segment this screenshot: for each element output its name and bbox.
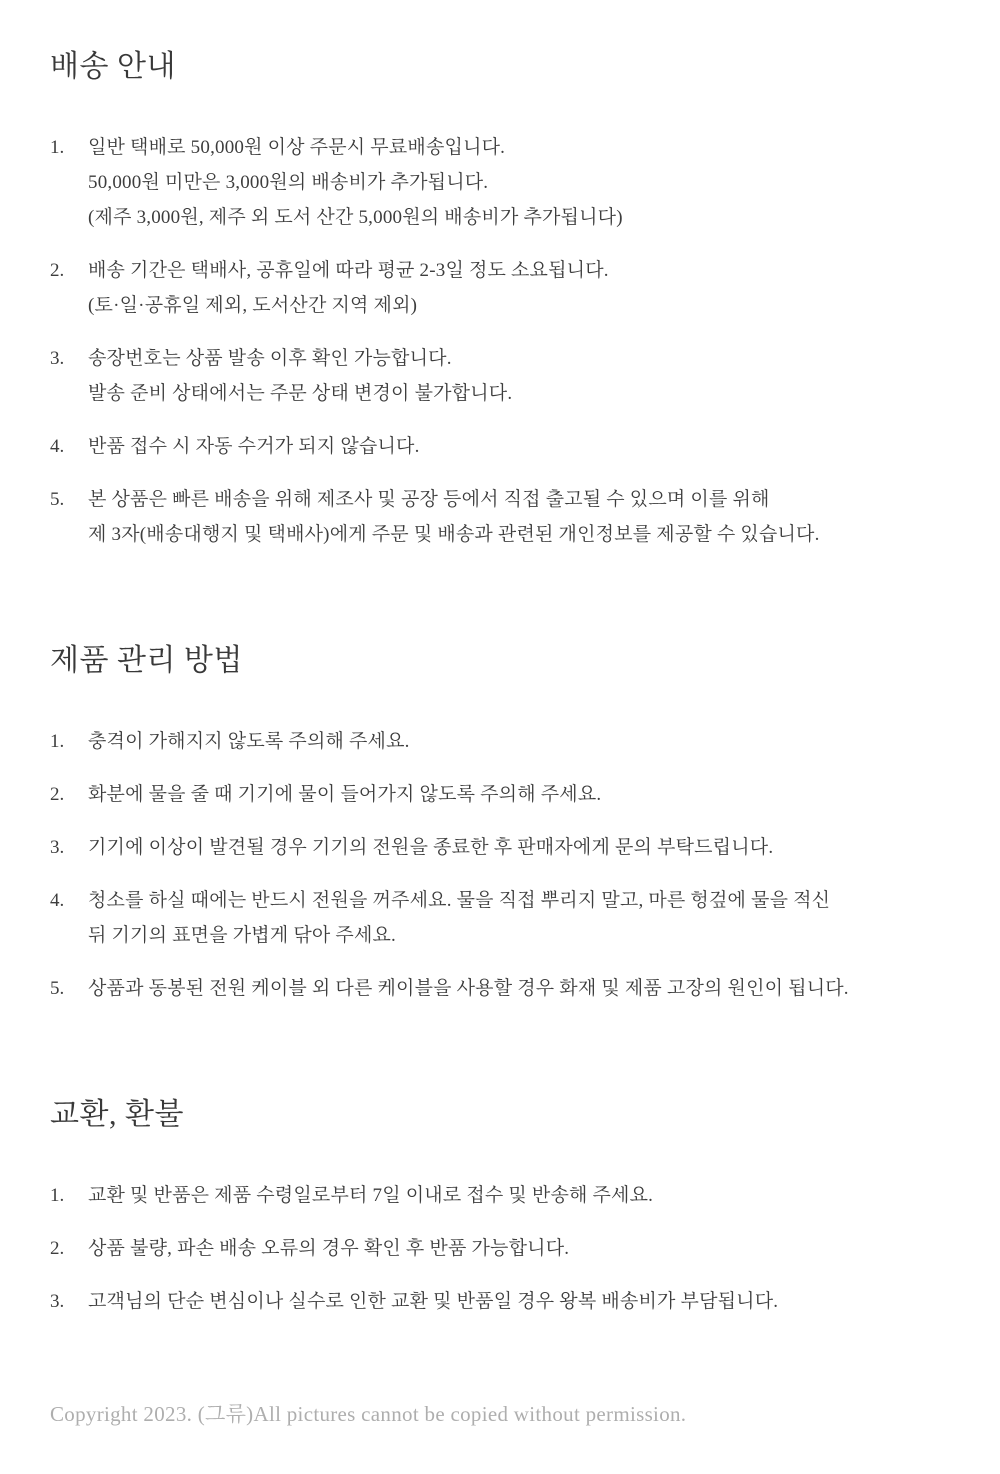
list-item: [50, 883, 962, 953]
item-number: 2.: [50, 260, 65, 281]
item-lines: [88, 341, 962, 411]
item-line: 기기에 이상이 발견될 경우 기기의 전원을 종료한 후 판매자에게 문의 부탁드립니다.: [88, 837, 774, 858]
list-item: [50, 830, 962, 865]
item-lines: [88, 253, 962, 323]
item-number: 3.: [50, 837, 65, 858]
item-number: 5.: [50, 978, 65, 999]
section-title-shipping-guide: 배송 안내: [50, 50, 176, 83]
list-item: [50, 777, 962, 812]
item-line: 발송 준비 상태에서는 주문 상태 변경이 불가합니다.: [88, 383, 513, 404]
list-item: [50, 341, 962, 411]
list-item: [50, 724, 962, 759]
item-line: (제주 3,000원, 제주 외 도서 산간 5,000원의 배송비가 추가됩니다): [88, 207, 623, 228]
item-lines: [88, 830, 962, 865]
product-care-list: [50, 724, 962, 1006]
item-line: 상품 불량, 파손 배송 오류의 경우 확인 후 반품 가능합니다.: [88, 1238, 570, 1259]
list-item: [50, 1178, 962, 1213]
item-lines: [88, 1178, 962, 1213]
item-number: 1.: [50, 137, 65, 158]
item-line: 제 3자(배송대행지 및 택배사)에게 주문 및 배송과 관련된 개인정보를 제공할 수 있습니다.: [88, 524, 820, 545]
item-lines: [88, 429, 962, 464]
section-exchange-refund: [50, 1096, 962, 1319]
item-line: 뒤 기기의 표면을 가볍게 닦아 주세요.: [88, 925, 397, 946]
item-lines: [88, 1231, 962, 1266]
item-number: 4.: [50, 436, 65, 457]
list-item: [50, 971, 962, 1006]
list-item: [50, 1284, 962, 1319]
item-line: (토·일·공휴일 제외, 도서산간 지역 제외): [88, 295, 418, 316]
exchange-refund-list: [50, 1178, 962, 1319]
item-number: 4.: [50, 890, 65, 911]
copyright-notice: Copyright 2023. (그류)All pictures cannot be copied without permission.: [50, 1402, 687, 1426]
item-line: 충격이 가해지지 않도록 주의해 주세요.: [88, 731, 410, 752]
item-number: 5.: [50, 489, 65, 510]
item-line: 송장번호는 상품 발송 이후 확인 가능합니다.: [88, 348, 452, 369]
list-item: [50, 429, 962, 464]
item-line: 청소를 하실 때에는 반드시 전원을 꺼주세요. 물을 직접 뿌리지 말고, 마른 헝겊에 물을 적신: [88, 890, 831, 911]
item-lines: [88, 1284, 962, 1319]
item-lines: [88, 777, 962, 812]
item-line: 50,000원 미만은 3,000원의 배송비가 추가됩니다.: [88, 172, 489, 193]
section-shipping-guide: [50, 48, 962, 552]
item-line: 배송 기간은 택배사, 공휴일에 따라 평균 2-3일 정도 소요됩니다.: [88, 260, 609, 281]
section-product-care: [50, 642, 962, 1006]
item-line: 교환 및 반품은 제품 수령일로부터 7일 이내로 접수 및 반송해 주세요.: [88, 1185, 654, 1206]
item-lines: [88, 883, 962, 953]
item-line: 본 상품은 빠른 배송을 위해 제조사 및 공장 등에서 직접 출고될 수 있으며 이를 위해: [88, 489, 770, 510]
item-lines: [88, 971, 962, 1006]
item-number: 3.: [50, 1291, 65, 1312]
item-number: 1.: [50, 731, 65, 752]
item-lines: [88, 130, 962, 235]
shipping-guide-list: [50, 130, 962, 552]
item-number: 1.: [50, 1185, 65, 1206]
item-lines: [88, 482, 962, 552]
item-line: 고객님의 단순 변심이나 실수로 인한 교환 및 반품일 경우 왕복 배송비가 부담됩니다.: [88, 1291, 779, 1312]
section-title-product-care: 제품 관리 방법: [50, 644, 243, 677]
section-title-exchange-refund: 교환, 환불: [50, 1098, 184, 1131]
item-line: 상품과 동봉된 전원 케이블 외 다른 케이블을 사용할 경우 화재 및 제품 고장의 원인이 됩니다.: [88, 978, 849, 999]
item-number: 2.: [50, 1238, 65, 1259]
item-line: 화분에 물을 줄 때 기기에 물이 들어가지 않도록 주의해 주세요.: [88, 784, 602, 805]
list-item: [50, 130, 962, 235]
item-number: 2.: [50, 784, 65, 805]
list-item: [50, 482, 962, 552]
item-number: 3.: [50, 348, 65, 369]
list-item: [50, 253, 962, 323]
item-lines: [88, 724, 962, 759]
item-line: 일반 택배로 50,000원 이상 주문시 무료배송입니다.: [88, 137, 506, 158]
list-item: [50, 1231, 962, 1266]
item-line: 반품 접수 시 자동 수거가 되지 않습니다.: [88, 436, 420, 457]
